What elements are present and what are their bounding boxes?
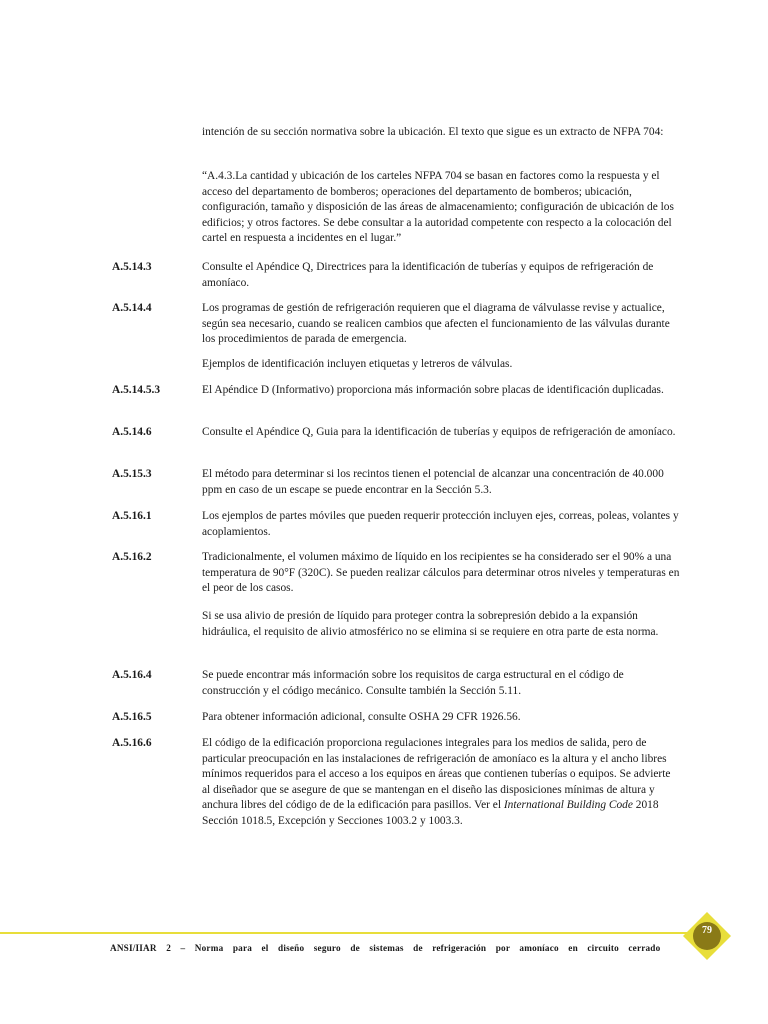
section-text: Los ejemplos de partes móviles que pueden requerir protección incluyen ejes, correas, poleas, volantes y acoplamientos. xyxy=(202,510,679,538)
section-text: El método para determinar si los recintos tienen el potencial de alcanzar una concentración de 40.000 ppm en caso de un escape se puede encontrar en la Sección 5.3. xyxy=(202,468,664,496)
code-title: International Building Code xyxy=(503,799,633,812)
section-label: A.5.15.3 xyxy=(112,468,152,480)
section-extra-text: Si se usa alivio de presión de líquido para proteger contra la sobrepresión debido a la expansión hidráulica, el requisito de alivio atmosférico no se elimina si se requiere en otra parte de esta norma. xyxy=(202,610,659,638)
section-label: A.5.14.3 xyxy=(112,261,152,273)
footer-title: ANSI/IIAR 2 – Norma para el diseño seguro de sistemas de refrigeración por amoníaco en circuito cerrado xyxy=(110,943,661,953)
intro-paragraph: intención de su sección normativa sobre la ubicación. El texto que sigue es un extracto de NFPA 704: xyxy=(202,126,664,138)
section-text-tail: 2018 Sección 1018.5, Excepción y Secciones 1003.2 y 1003.3. xyxy=(202,799,659,827)
section-label: A.5.16.4 xyxy=(112,669,152,681)
section-label: A.5.16.2 xyxy=(112,551,152,563)
section-label: A.5.14.4 xyxy=(112,302,152,314)
section-text: Para obtener información adicional, consulte OSHA 29 CFR 1926.56. xyxy=(202,711,521,723)
section-label: A.5.16.6 xyxy=(112,737,152,749)
section-label: A.5.14.5.3 xyxy=(112,384,161,396)
nfpa-quote: “A.4.3.La cantidad y ubicación de los carteles NFPA 704 se basan en factores como la respuesta y el acceso del departamento de bomberos; operaciones del departamento de bomberos; ubicación, configuración, tamaño y disposición de las áreas de almacenamiento; configuración de ubicación de los edificios; y otros factores. Se debe consultar a la autoridad competente con respecto a la colocación del cartel en respuesta a incidentes en el lugar.” xyxy=(202,170,674,245)
section-text: Se puede encontrar más información sobre los requisitos de carga estructural en el código de construcción y el código mecánico. Consulte también la Sección 5.11. xyxy=(202,669,624,697)
footer-rule xyxy=(0,932,700,934)
section-text: Consulte el Apéndice Q, Directrices para la identificación de tuberías y equipos de refrigeración de amoníaco. xyxy=(202,261,654,289)
section-label: A.5.14.6 xyxy=(112,426,152,438)
page-number-badge xyxy=(681,910,733,962)
section-text: El Apéndice D (Informativo) proporciona más información sobre placas de identificación duplicadas. xyxy=(202,384,664,396)
section-label: A.5.16.5 xyxy=(112,711,152,723)
section-text: Los programas de gestión de refrigeración requieren que el diagrama de válvulasse revise y actualice, según sea necesario, cuando se realicen cambios que afecten el funcionamiento de las válvulas durante los procedimientos de parada de emergencia. xyxy=(202,302,670,346)
section-text: El código de la edificación proporciona regulaciones integrales para los medios de salida, pero de particular preocupación en las instalaciones de refrigeración de amoníaco es la altura y el ancho libres mínimos requeridos para el acceso a los equipos en áreas que contienen tuberías o equipos. Se advierte al diseñador que se asegure de que se mantengan en el diseño las disposiciones mínimas de altura y anchura libres del código de de la edificación para pasillos. Ver el xyxy=(202,737,671,812)
section-text: Tradicionalmente, el volumen máximo de líquido en los recipientes se ha considerado ser el 90% a una temperatura de 90°F (320C). Se pueden realizar cálculos para determinar otros niveles y temperaturas en el peor de los casos. xyxy=(202,551,680,595)
section-text-long xyxy=(202,736,680,830)
section-text: Consulte el Apéndice Q, Guia para la identificación de tuberías y equipos de refrigeración de amoníaco. xyxy=(202,426,676,438)
page-number: 79 xyxy=(702,925,712,936)
section-label: A.5.16.1 xyxy=(112,510,152,522)
section-extra-text: Ejemplos de identificación incluyen etiquetas y letreros de válvulas. xyxy=(202,358,513,370)
